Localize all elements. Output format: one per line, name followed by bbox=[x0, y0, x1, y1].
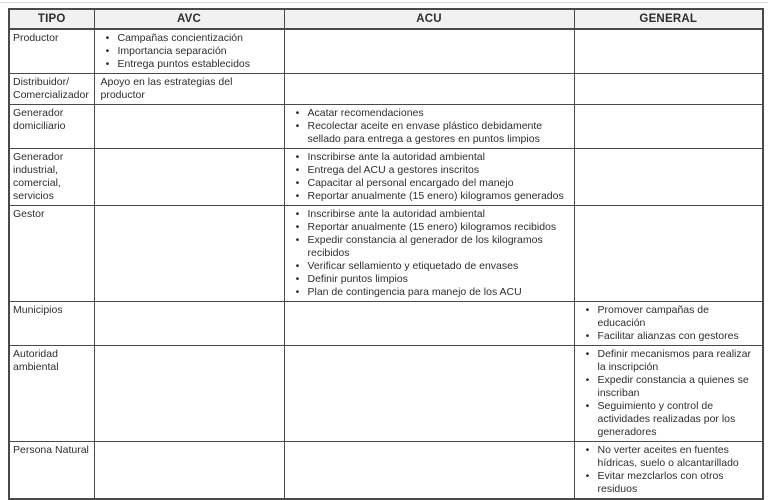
bullet-icon: • bbox=[295, 273, 300, 285]
cell-avc bbox=[94, 206, 284, 302]
cell-avc bbox=[94, 442, 284, 500]
table-row bbox=[9, 442, 763, 500]
bullet-item bbox=[288, 234, 571, 260]
tipo-label: Generador domiciliario bbox=[13, 107, 66, 132]
bullet-item bbox=[578, 400, 760, 439]
bullet-icon: • bbox=[585, 470, 590, 482]
bullet-icon: • bbox=[295, 164, 300, 176]
cell-tipo bbox=[9, 105, 94, 149]
bullet-text: Seguimiento y control de actividades realizadas por los generadores bbox=[597, 400, 736, 438]
bullet-item bbox=[288, 151, 571, 164]
cell-acu bbox=[284, 105, 574, 149]
bullet-text: Acatar recomendaciones bbox=[307, 107, 424, 119]
table-body bbox=[9, 29, 763, 499]
bullet-item bbox=[288, 177, 571, 190]
cell-tipo bbox=[9, 442, 94, 500]
cell-tipo bbox=[9, 29, 94, 74]
cell-avc bbox=[94, 74, 284, 105]
bullet-text: No verter aceites en fuentes hídricas, suelo o alcantarillado bbox=[597, 444, 739, 469]
table-row bbox=[9, 29, 763, 74]
cell-tipo bbox=[9, 346, 94, 442]
cell-tipo bbox=[9, 74, 94, 105]
cell-general bbox=[574, 29, 763, 74]
cell-tipo bbox=[9, 206, 94, 302]
tipo-label: Municipios bbox=[13, 304, 63, 316]
cell-acu bbox=[284, 346, 574, 442]
tipo-label: Generador industrial, comercial, servicios bbox=[13, 151, 64, 202]
column-header-tipo: TIPO bbox=[9, 9, 94, 29]
bullet-item bbox=[98, 45, 281, 58]
cell-tipo bbox=[9, 302, 94, 346]
bullet-text: Capacitar al personal encargado del manejo bbox=[307, 177, 514, 189]
scan-artifact-line bbox=[0, 2, 768, 3]
cell-general bbox=[574, 74, 763, 105]
tipo-label: Persona Natural bbox=[13, 444, 89, 456]
bullet-item bbox=[98, 58, 281, 71]
table-row bbox=[9, 74, 763, 105]
bullet-icon: • bbox=[585, 348, 590, 360]
cell-avc bbox=[94, 302, 284, 346]
column-header-acu: ACU bbox=[284, 9, 574, 29]
bullet-item bbox=[288, 208, 571, 221]
bullet-icon: • bbox=[295, 107, 300, 119]
bullet-text: Reportar anualmente (15 enero) kilogramos recibidos bbox=[307, 221, 557, 233]
bullet-text: Promover campañas de educación bbox=[597, 304, 709, 329]
bullet-icon: • bbox=[105, 32, 110, 44]
bullet-text: Definir puntos limpios bbox=[307, 273, 408, 285]
cell-text: Apoyo en las estrategias del productor bbox=[100, 76, 233, 101]
bullet-item bbox=[288, 120, 571, 146]
table-row bbox=[9, 206, 763, 302]
tipo-label: Productor bbox=[13, 32, 59, 44]
column-header-avc: AVC bbox=[94, 9, 284, 29]
bullet-item bbox=[288, 260, 571, 273]
table-row bbox=[9, 149, 763, 206]
table-row bbox=[9, 346, 763, 442]
bullet-item bbox=[98, 32, 281, 45]
cell-avc bbox=[94, 346, 284, 442]
bullet-item bbox=[288, 221, 571, 234]
bullet-text: Expedir constancia al generador de los kilogramos recibidos bbox=[307, 234, 543, 259]
cell-general bbox=[574, 346, 763, 442]
cell-tipo bbox=[9, 149, 94, 206]
cell-avc bbox=[94, 149, 284, 206]
bullet-item bbox=[288, 107, 571, 120]
bullet-icon: • bbox=[295, 120, 300, 132]
bullet-icon: • bbox=[295, 221, 300, 233]
cell-general bbox=[574, 442, 763, 500]
bullet-icon: • bbox=[585, 374, 590, 386]
bullet-item bbox=[578, 444, 760, 470]
bullet-text: Entrega puntos establecidos bbox=[117, 58, 251, 70]
bullet-text: Definir mecanismos para realizar la inscripción bbox=[597, 348, 751, 373]
cell-acu bbox=[284, 74, 574, 105]
tipo-label: Distribuidor/ Comercializador bbox=[13, 76, 89, 101]
bullet-icon: • bbox=[295, 190, 300, 202]
bullet-text: Inscribirse ante la autoridad ambiental bbox=[307, 151, 485, 163]
bullet-text: Verificar sellamiento y etiquetado de envases bbox=[307, 260, 519, 272]
bullet-item bbox=[288, 273, 571, 286]
cell-general bbox=[574, 302, 763, 346]
bullet-icon: • bbox=[105, 45, 110, 57]
bullet-icon: • bbox=[295, 177, 300, 189]
bullet-text: Reportar anualmente (15 enero) kilogramos generados bbox=[307, 190, 564, 202]
bullet-item bbox=[578, 470, 760, 496]
table-row bbox=[9, 105, 763, 149]
bullet-icon: • bbox=[585, 304, 590, 316]
bullet-text: Importancia separación bbox=[117, 45, 227, 57]
cell-general bbox=[574, 206, 763, 302]
table-row bbox=[9, 302, 763, 346]
bullet-icon: • bbox=[105, 58, 110, 70]
column-header-general: GENERAL bbox=[574, 9, 763, 29]
table-row-header bbox=[9, 9, 763, 29]
bullet-text: Inscribirse ante la autoridad ambiental bbox=[307, 208, 485, 220]
bullet-text: Entrega del ACU a gestores inscritos bbox=[307, 164, 480, 176]
bullet-text: Plan de contingencia para manejo de los ACU bbox=[307, 286, 522, 298]
cell-general bbox=[574, 105, 763, 149]
bullet-text: Expedir constancia a quienes se inscriban bbox=[597, 374, 749, 399]
bullet-item bbox=[578, 348, 760, 374]
cell-avc bbox=[94, 105, 284, 149]
cell-acu bbox=[284, 29, 574, 74]
bullet-item bbox=[578, 330, 760, 343]
bullet-icon: • bbox=[585, 330, 590, 342]
responsibility-table bbox=[8, 8, 764, 500]
bullet-icon: • bbox=[295, 151, 300, 163]
bullet-item bbox=[288, 190, 571, 203]
bullet-icon: • bbox=[295, 286, 300, 298]
bullet-icon: • bbox=[295, 234, 300, 246]
cell-acu bbox=[284, 442, 574, 500]
bullet-item bbox=[288, 164, 571, 177]
bullet-item bbox=[578, 374, 760, 400]
cell-acu bbox=[284, 149, 574, 206]
tipo-label: Autoridad ambiental bbox=[13, 348, 59, 373]
bullet-item bbox=[578, 304, 760, 330]
bullet-item bbox=[288, 286, 571, 299]
bullet-text: Campañas concientización bbox=[117, 32, 243, 44]
bullet-icon: • bbox=[585, 400, 590, 412]
cell-avc bbox=[94, 29, 284, 74]
bullet-icon: • bbox=[295, 208, 300, 220]
bullet-text: Facilitar alianzas con gestores bbox=[597, 330, 739, 342]
cell-acu bbox=[284, 302, 574, 346]
table-header-row bbox=[9, 9, 763, 29]
bullet-text: Evitar mezclarlos con otros residuos bbox=[597, 470, 724, 495]
tipo-label: Gestor bbox=[13, 208, 45, 220]
bullet-text: Recolectar aceite en envase plástico debidamente sellado para entrega a gestores en puntos limpios bbox=[307, 120, 543, 145]
bullet-icon: • bbox=[295, 260, 300, 272]
cell-general bbox=[574, 149, 763, 206]
cell-acu bbox=[284, 206, 574, 302]
bullet-icon: • bbox=[585, 444, 590, 456]
